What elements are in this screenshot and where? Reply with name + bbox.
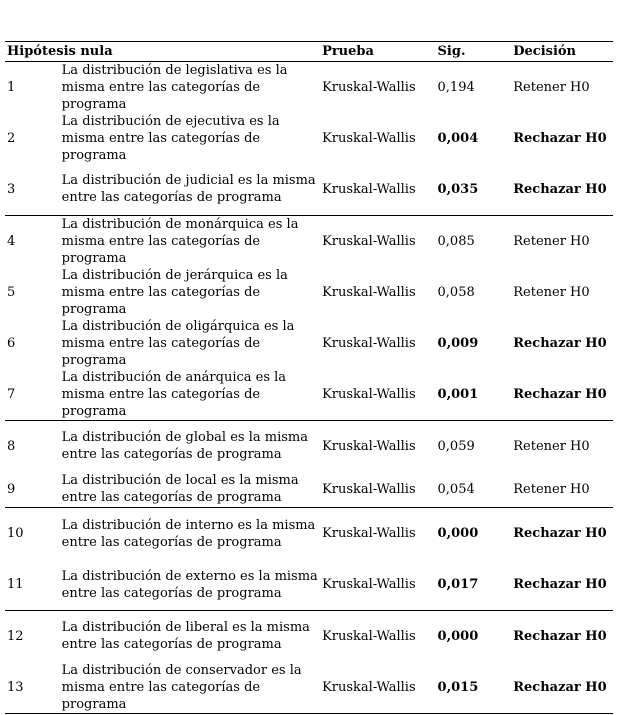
table-body xyxy=(5,62,613,714)
row-hypothesis: La distribución de jerárquica es la misma entre las categorías de programa xyxy=(61,268,288,317)
hypothesis-test-table xyxy=(5,41,613,714)
row-number: 3 xyxy=(5,164,60,215)
row-number: 13 xyxy=(5,662,60,714)
row-hypothesis: La distribución de externo es la misma entre las categorías de programa xyxy=(60,560,320,611)
row-decision: Retener H0 xyxy=(513,233,590,249)
row-test: Kruskal-Wallis xyxy=(320,164,435,215)
table-header-row xyxy=(5,42,613,62)
row-hypothesis: La distribución de liberal es la misma entre las categorías de programa xyxy=(61,620,310,653)
row-number: 4 xyxy=(7,233,16,249)
row-number: 6 xyxy=(7,336,16,351)
row-sig: 0,000 xyxy=(437,526,479,542)
row-number: 10 xyxy=(7,526,24,542)
table-row xyxy=(5,267,613,318)
row-hypothesis: La distribución de local es la misma entre las categorías de programa xyxy=(60,472,320,508)
row-decision: Rechazar H0 xyxy=(511,662,613,714)
row-decision: Rechazar H0 xyxy=(511,164,613,215)
table-row xyxy=(5,215,613,267)
row-sig: 0,000 xyxy=(437,628,479,644)
row-hypothesis: La distribución de oligárquica es la misma entre las categorías de programa xyxy=(61,319,295,368)
row-sig: 0,017 xyxy=(436,560,512,611)
row-number: 1 xyxy=(7,80,16,95)
row-test: Kruskal-Wallis xyxy=(320,369,435,421)
header-hypothesis: Hipótesis nula xyxy=(5,42,320,62)
row-number: 5 xyxy=(7,285,16,300)
row-test: Kruskal-Wallis xyxy=(322,285,416,300)
table-row xyxy=(5,318,613,369)
row-hypothesis: La distribución de ejecutiva es la misma entre las categorías de programa xyxy=(61,114,280,163)
row-hypothesis: La distribución de judicial es la misma entre las categorías de programa xyxy=(60,164,320,215)
row-number: 8 xyxy=(7,438,16,454)
row-test: Kruskal-Wallis xyxy=(322,628,416,644)
row-sig: 0,015 xyxy=(436,662,512,714)
row-number: 2 xyxy=(7,131,16,146)
row-decision: Rechazar H0 xyxy=(511,369,613,421)
table-row xyxy=(5,560,613,611)
row-test: Kruskal-Wallis xyxy=(322,336,416,351)
header-decision: Decisión xyxy=(511,42,613,62)
row-number: 9 xyxy=(5,472,60,508)
row-decision: Retener H0 xyxy=(513,285,590,300)
row-number: 11 xyxy=(5,560,60,611)
row-number: 7 xyxy=(5,369,60,421)
row-sig: 0,085 xyxy=(437,233,475,249)
row-sig: 0,009 xyxy=(437,336,479,351)
table-row xyxy=(5,662,613,714)
row-hypothesis: La distribución de interno es la misma entre las categorías de programa xyxy=(61,517,316,550)
table-row xyxy=(5,472,613,508)
row-number: 12 xyxy=(7,628,24,644)
row-decision: Retener H0 xyxy=(511,472,613,508)
row-test: Kruskal-Wallis xyxy=(322,526,416,542)
row-sig: 0,058 xyxy=(437,285,475,300)
row-hypothesis: La distribución de global es la misma entre las categorías de programa xyxy=(61,430,308,463)
row-test: Kruskal-Wallis xyxy=(320,472,435,508)
table-row xyxy=(5,421,613,472)
row-sig: 0,004 xyxy=(437,131,479,146)
row-test: Kruskal-Wallis xyxy=(322,438,416,454)
row-test: Kruskal-Wallis xyxy=(322,131,416,146)
row-sig: 0,194 xyxy=(437,80,475,95)
table-row xyxy=(5,62,613,114)
row-decision: Rechazar H0 xyxy=(513,526,607,542)
table-row xyxy=(5,113,613,164)
header-test: Prueba xyxy=(320,42,435,62)
row-decision: Rechazar H0 xyxy=(513,628,607,644)
table-row xyxy=(5,164,613,215)
row-sig: 0,059 xyxy=(437,438,475,454)
row-test: Kruskal-Wallis xyxy=(320,560,435,611)
row-decision: Retener H0 xyxy=(513,438,590,454)
table-row xyxy=(5,611,613,662)
table-row xyxy=(5,508,613,560)
row-sig: 0,054 xyxy=(436,472,512,508)
row-sig: 0,035 xyxy=(436,164,512,215)
header-sig: Sig. xyxy=(436,42,512,62)
table-row xyxy=(5,369,613,421)
row-decision: Rechazar H0 xyxy=(511,560,613,611)
row-sig: 0,001 xyxy=(436,369,512,421)
row-test: Kruskal-Wallis xyxy=(322,80,416,95)
row-hypothesis: La distribución de anárquica es la misma entre las categorías de programa xyxy=(60,369,320,421)
row-hypothesis: La distribución de legislativa es la misma entre las categorías de programa xyxy=(61,63,288,112)
row-test: Kruskal-Wallis xyxy=(322,233,416,249)
row-decision: Rechazar H0 xyxy=(513,336,607,351)
row-hypothesis: La distribución de conservador es la misma entre las categorías de programa xyxy=(60,662,320,714)
row-decision: Rechazar H0 xyxy=(513,131,607,146)
row-hypothesis: La distribución de monárquica es la misma entre las categorías de programa xyxy=(61,216,299,266)
row-decision: Retener H0 xyxy=(513,80,590,95)
row-test: Kruskal-Wallis xyxy=(320,662,435,714)
